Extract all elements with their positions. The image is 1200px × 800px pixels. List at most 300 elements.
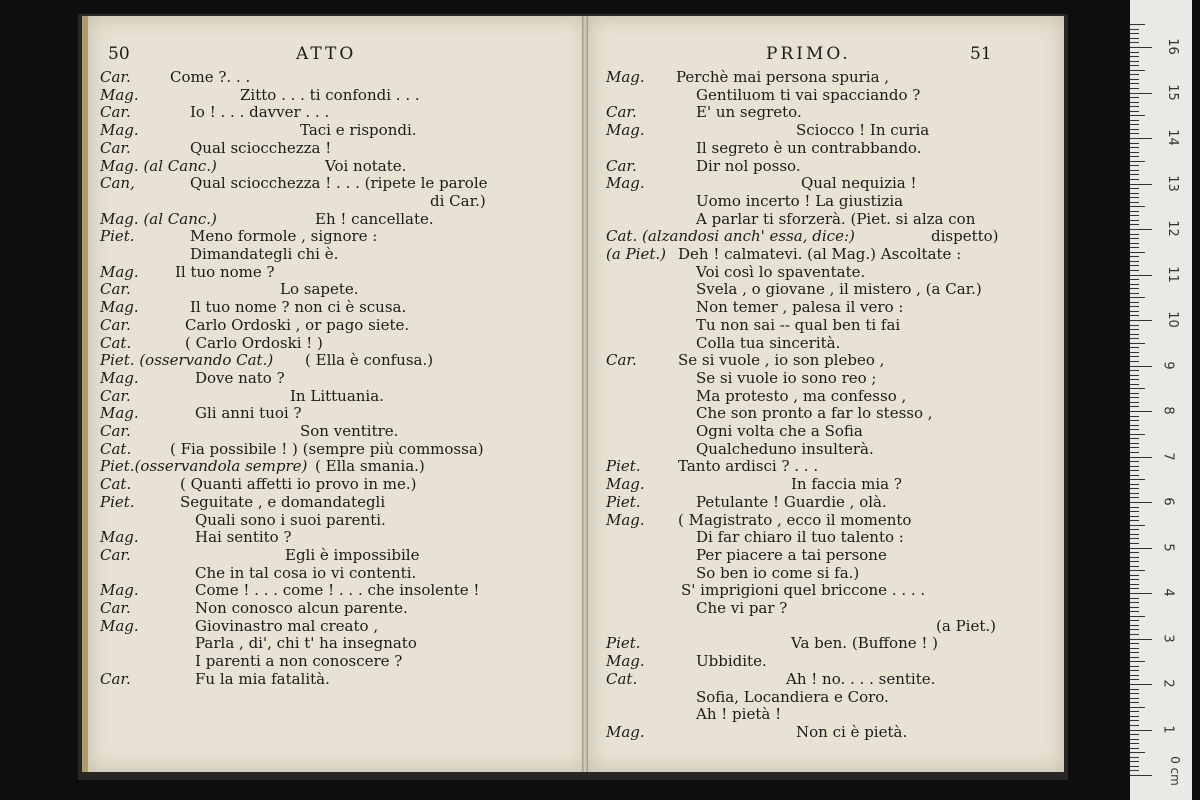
ruler-tick [1130, 306, 1139, 307]
ruler-tick [1130, 443, 1139, 444]
ruler-tick [1130, 488, 1139, 489]
dialogue-text: Eh ! cancellate. [315, 209, 434, 228]
ruler-tick [1130, 388, 1145, 389]
script-line [100, 316, 550, 334]
ruler-tick [1130, 138, 1152, 139]
script-line [606, 581, 1056, 599]
ruler-tick [1130, 261, 1139, 262]
speaker-label: Mag. (al Canc.) [100, 209, 217, 228]
script-line [606, 298, 1056, 316]
ruler-number: 3 [1160, 633, 1176, 643]
dialogue-text: Son ventitre. [300, 422, 399, 440]
ruler-tick [1130, 534, 1139, 535]
ruler-tick [1130, 643, 1139, 644]
ruler-tick [1130, 602, 1139, 603]
script-line [100, 351, 550, 369]
ruler-tick [1130, 124, 1139, 125]
ruler-tick [1130, 234, 1139, 235]
ruler-number: 15 [1164, 83, 1180, 101]
ruler-tick [1130, 115, 1145, 116]
ruler-tick [1130, 679, 1139, 680]
ruler-number: 1 [1160, 724, 1176, 734]
dialogue-text: Deh ! calmatevi. (al Mag.) Ascoltate : [678, 245, 962, 263]
speaker-label: Mag. [100, 121, 139, 140]
ruler-tick [1130, 425, 1139, 426]
speaker-label: Mag. [100, 368, 139, 387]
speaker-label: Mag. [100, 262, 139, 281]
script-line [100, 210, 550, 228]
dialogue-text: So ben io come si fa.) [696, 563, 860, 582]
dialogue-text: Colla tua sincerità. [696, 333, 841, 352]
ruler-tick [1130, 484, 1139, 485]
speaker-label: Mag. [606, 652, 645, 671]
speaker-label: Car. [606, 351, 637, 370]
dialogue-text: Egli è impossibile [285, 545, 420, 564]
ruler-tick [1130, 29, 1139, 30]
speaker-label: Mag. (al Canc.) [100, 156, 217, 175]
ruler-tick [1130, 74, 1139, 75]
dialogue-text: Io ! . . . davver . . . [190, 103, 330, 122]
dialogue-text: Hai sentito ? [195, 528, 292, 547]
ruler-tick [1130, 466, 1139, 467]
ruler-tick [1130, 188, 1139, 189]
speaker-label: (a Piet.) [606, 245, 666, 263]
dialogue-text: Che son pronto a far lo stesso , [696, 404, 933, 423]
script-line [606, 316, 1056, 334]
script-line [100, 546, 550, 564]
ruler-number: 16 [1164, 38, 1180, 55]
ruler-tick [1130, 143, 1139, 144]
ruler-tick [1130, 384, 1139, 385]
script-line [100, 599, 550, 617]
ruler-tick [1130, 470, 1139, 471]
ruler-tick [1130, 256, 1139, 257]
ruler-tick [1130, 106, 1139, 107]
dialogue-text: Petulante ! Guardie , olà. [696, 492, 887, 511]
speaker-label: Mag. [100, 616, 139, 635]
script-line [100, 280, 550, 298]
script-line [606, 564, 1056, 582]
script-line [100, 157, 550, 175]
ruler-tick [1130, 238, 1139, 239]
ruler-tick [1130, 343, 1145, 344]
dialogue-text: Giovinastro mal creato , [195, 616, 379, 635]
script-line [606, 475, 1056, 493]
ruler-tick [1130, 179, 1139, 180]
ruler-tick [1130, 607, 1139, 608]
script-line [606, 387, 1056, 405]
script-line [100, 174, 550, 192]
dialogue-text: Va ben. (Buffone ! ) [791, 634, 939, 653]
script-line [100, 263, 550, 281]
speaker-label: Cat. [606, 669, 638, 688]
ruler-tick [1130, 174, 1139, 175]
dialogue-text: di Car.) [430, 191, 486, 210]
dialogue-text: Voi notate. [325, 156, 407, 175]
speaker-label: Can, [100, 174, 135, 193]
speaker-label: Mag. [100, 298, 139, 317]
dialogue-text: Non ci è pietà. [796, 722, 908, 741]
ruler-number: 12 [1164, 220, 1180, 237]
ruler-tick [1130, 516, 1139, 517]
ruler-tick [1130, 302, 1139, 303]
speaker-label: Piet. [606, 634, 641, 653]
script-line [606, 369, 1056, 387]
ruler-tick [1130, 552, 1139, 553]
script-line [606, 139, 1056, 157]
script-line [606, 86, 1056, 104]
dialogue-text: Sciocco ! In curia [796, 121, 930, 140]
script-line [606, 103, 1056, 121]
dialogue-text: Che in tal cosa io vi contenti. [195, 563, 417, 582]
dialogue-text: Zitto . . . ti confondi . . . [240, 85, 420, 104]
ruler-tick [1130, 461, 1139, 462]
ruler-tick [1130, 520, 1139, 521]
ruler-tick [1130, 366, 1152, 367]
ruler-tick [1130, 579, 1139, 580]
ruler-number: 4 [1160, 588, 1176, 597]
script-line [606, 688, 1056, 706]
ruler-tick [1130, 402, 1139, 403]
ruler-tick [1130, 625, 1139, 626]
ruler-tick [1130, 748, 1139, 749]
ruler-tick [1130, 411, 1152, 412]
ruler-tick [1130, 397, 1139, 398]
speaker-label: Car. [100, 669, 131, 688]
ruler-tick [1130, 538, 1139, 539]
ruler-tick [1130, 588, 1139, 589]
ruler-tick [1130, 570, 1145, 571]
ruler-tick [1130, 716, 1139, 717]
speaker-label: Car. [100, 138, 131, 157]
ruler-number: 8 [1160, 406, 1176, 415]
ruler-tick [1130, 447, 1139, 448]
right-page-heading: PRIMO. [766, 44, 851, 64]
dialogue-text: ( Carlo Ordoski ! ) [185, 333, 323, 352]
ruler-tick [1130, 584, 1139, 585]
ruler-tick [1130, 693, 1139, 694]
ruler-tick [1130, 684, 1152, 685]
ruler-tick [1130, 452, 1139, 453]
ruler-tick [1130, 297, 1145, 298]
ruler-tick [1130, 229, 1152, 230]
ruler-tick [1130, 111, 1139, 112]
script-line [100, 369, 550, 387]
ruler-tick [1130, 757, 1139, 758]
ruler-tick [1130, 775, 1152, 776]
speaker-label: Piet. [100, 227, 135, 246]
speaker-label: Piet. [100, 492, 135, 511]
dialogue-text: A parlar ti sforzerà. (Piet. si alza con [696, 209, 976, 228]
ruler-tick [1130, 338, 1139, 339]
ruler-tick [1130, 652, 1139, 653]
ruler-tick [1130, 56, 1139, 57]
script-line [100, 440, 550, 458]
ruler-tick [1130, 379, 1139, 380]
ruler-tick [1130, 156, 1139, 157]
script-line [100, 581, 550, 599]
dialogue-text: Dove nato ? [195, 368, 285, 387]
script-line [100, 652, 550, 670]
speaker-label: Mag. [100, 404, 139, 423]
ruler-tick [1130, 502, 1152, 503]
dialogue-text: Seguitate , e domandategli [180, 492, 386, 511]
dialogue-text: Taci e rispondi. [300, 121, 417, 140]
ruler-tick [1130, 24, 1145, 25]
ruler-tick [1130, 525, 1145, 526]
ruler-tick [1130, 315, 1139, 316]
dialogue-text: Il tuo nome ? non ci è scusa. [190, 298, 407, 317]
ruler-tick [1130, 247, 1139, 248]
script-line [606, 670, 1056, 688]
script-line [606, 705, 1056, 723]
dialogue-text: ( Ella è confusa.) [305, 351, 434, 370]
ruler-tick [1130, 711, 1139, 712]
ruler-number: 9 [1160, 360, 1176, 370]
script-line [606, 227, 1056, 245]
script-line [100, 457, 550, 475]
ruler-tick [1130, 129, 1139, 130]
speaker-label: Car. [100, 103, 131, 122]
ruler-tick [1130, 666, 1139, 667]
script-line [606, 546, 1056, 564]
ruler-tick [1130, 79, 1139, 80]
ruler-tick [1130, 720, 1139, 721]
ruler-tick [1130, 561, 1139, 562]
ruler-tick [1130, 648, 1139, 649]
speaker-label: Mag. [606, 475, 645, 494]
ruler-tick [1130, 420, 1139, 421]
script-line [100, 564, 550, 582]
script-line [100, 475, 550, 493]
ruler-tick [1130, 611, 1139, 612]
ruler-tick [1130, 161, 1145, 162]
ruler-tick [1130, 265, 1139, 266]
script-line [606, 192, 1056, 210]
script-line [606, 511, 1056, 529]
ruler-tick [1130, 629, 1139, 630]
script-line [100, 227, 550, 245]
dialogue-text: Svela , o giovane , il mistero , (a Car.) [696, 280, 982, 299]
ruler-tick [1130, 752, 1145, 753]
ruler-tick [1130, 220, 1139, 221]
ruler-tick [1130, 479, 1145, 480]
dialogue-text: Parla , di', chi t' ha insegnato [195, 634, 417, 653]
ruler-tick [1130, 288, 1139, 289]
script-line [100, 617, 550, 635]
ruler-tick [1130, 88, 1139, 89]
ruler-tick [1130, 511, 1139, 512]
ruler-number: 6 [1160, 497, 1176, 506]
ruler-tick [1130, 152, 1139, 153]
ruler-tick [1130, 133, 1139, 134]
script-line [100, 528, 550, 546]
speaker-label: Car. [100, 280, 131, 299]
dialogue-text: dispetto) [931, 227, 999, 246]
dialogue-text: Non conosco alcun parente. [195, 599, 408, 617]
dialogue-text: Tanto ardisci ? . . . [678, 457, 819, 476]
ruler-tick [1130, 361, 1139, 362]
speaker-label: Mag. [100, 581, 139, 600]
left-page-number: 50 [108, 44, 130, 64]
speaker-label: Cat. (alzandosi anch' essa, dice:) [606, 227, 855, 246]
script-line [100, 86, 550, 104]
ruler-tick [1130, 707, 1145, 708]
script-line [606, 157, 1056, 175]
dialogue-text: Ma protesto , ma confesso , [696, 386, 907, 405]
right-page-number: 51 [970, 44, 992, 64]
ruler-tick [1130, 634, 1139, 635]
left-page-heading: ATTO [296, 44, 357, 64]
ruler-tick [1130, 93, 1152, 94]
speaker-label: Car. [100, 68, 131, 86]
script-line [606, 245, 1056, 263]
speaker-label: Mag. [100, 528, 139, 547]
dialogue-text: Ah ! no. . . . sentite. [786, 669, 936, 688]
ruler-number: 13 [1164, 174, 1180, 192]
ruler-tick [1130, 616, 1145, 617]
measuring-ruler [1130, 0, 1192, 800]
dialogue-text: Per piacere a tai persone [696, 545, 887, 564]
script-line [606, 68, 1056, 86]
script-line [606, 457, 1056, 475]
script-line [606, 440, 1056, 458]
ruler-tick [1130, 620, 1139, 621]
ruler-tick [1130, 275, 1152, 276]
dialogue-text: Qualcheduno insulterà. [696, 439, 874, 458]
ruler-tick [1130, 38, 1139, 39]
dialogue-text: Sofia, Locandiera e Coro. [696, 687, 889, 706]
script-line [100, 298, 550, 316]
ruler-tick [1130, 416, 1139, 417]
speaker-label: Mag. [606, 174, 645, 193]
ruler-tick [1130, 202, 1139, 203]
ruler-tick [1130, 475, 1139, 476]
dialogue-text: Gentiluom ti vai spacciando ? [696, 85, 921, 104]
dialogue-text: E' un segreto. [696, 103, 802, 122]
dialogue-text: Gli anni tuoi ? [195, 404, 302, 423]
ruler-tick [1130, 320, 1152, 321]
ruler-tick [1130, 120, 1139, 121]
speaker-label: Car. [606, 103, 637, 122]
speaker-label: Mag. [606, 121, 645, 140]
ruler-tick [1130, 725, 1139, 726]
script-line [606, 210, 1056, 228]
ruler-tick [1130, 284, 1139, 285]
speaker-label: Mag. [606, 510, 645, 529]
ruler-tick [1130, 657, 1139, 658]
ruler-tick [1130, 47, 1152, 48]
script-line [100, 387, 550, 405]
ruler-tick [1130, 42, 1139, 43]
ruler-tick [1130, 598, 1139, 599]
ruler-tick [1130, 406, 1139, 407]
script-line [606, 422, 1056, 440]
script-line [100, 634, 550, 652]
ruler-tick [1130, 293, 1139, 294]
ruler-tick [1130, 33, 1139, 34]
ruler-tick [1130, 370, 1139, 371]
speaker-label: Car. [100, 315, 131, 334]
ruler-tick [1130, 252, 1145, 253]
speaker-label: Mag. [606, 722, 645, 741]
speaker-label: Mag. [606, 68, 645, 86]
dialogue-text: Dir nol posso. [696, 156, 801, 175]
ruler-tick [1130, 566, 1139, 567]
script-line [100, 334, 550, 352]
dialogue-text: Tu non sai -- qual ben ti fai [696, 315, 901, 334]
ruler-tick [1130, 743, 1139, 744]
ruler-tick [1130, 165, 1139, 166]
ruler-tick [1130, 493, 1139, 494]
ruler-tick [1130, 507, 1139, 508]
script-line [606, 634, 1056, 652]
dialogue-text: Ubbidite. [696, 652, 767, 671]
dialogue-text: Carlo Ordoski , or pago siete. [185, 315, 410, 334]
script-line [100, 511, 550, 529]
script-line [606, 652, 1056, 670]
ruler-number: 2 [1160, 679, 1176, 688]
dialogue-text: Non temer , palesa il vero : [696, 298, 904, 317]
speaker-label: Car. [100, 386, 131, 405]
ruler-tick [1130, 375, 1139, 376]
ruler-tick [1130, 61, 1139, 62]
ruler-tick [1130, 52, 1139, 53]
script-line [100, 121, 550, 139]
ruler-tick [1130, 347, 1139, 348]
ruler-tick [1130, 689, 1139, 690]
ruler-tick [1130, 497, 1139, 498]
dialogue-text: Ogni volta che a Sofia [696, 422, 863, 440]
dialogue-text: Ah ! pietà ! [696, 705, 782, 724]
ruler-tick [1130, 543, 1139, 544]
ruler-tick [1130, 675, 1139, 676]
ruler-tick [1130, 548, 1152, 549]
dialogue-text: Qual sciocchezza ! . . . (ripete le parole [190, 174, 488, 193]
ruler-tick [1130, 325, 1139, 326]
dialogue-text: Se si vuole , io son plebeo , [678, 351, 885, 370]
script-line [100, 103, 550, 121]
dialogue-text: ( Magistrato , ecco il momento [678, 510, 912, 529]
ruler-tick [1130, 270, 1139, 271]
speaker-label: Car. [100, 422, 131, 440]
dialogue-text: Voi così lo spaventate. [696, 262, 866, 281]
ruler-tick [1130, 702, 1139, 703]
speaker-label: Car. [100, 599, 131, 617]
ruler-tick [1130, 215, 1139, 216]
dialogue-text: ( Ella smania.) [315, 457, 425, 476]
ruler-tick [1130, 393, 1139, 394]
script-line [100, 404, 550, 422]
ruler-tick [1130, 734, 1139, 735]
ruler-tick [1130, 329, 1139, 330]
ruler-tick [1130, 639, 1152, 640]
ruler-tick [1130, 193, 1139, 194]
ruler-tick [1130, 739, 1139, 740]
ruler-unit: 0 cm [1167, 756, 1182, 786]
dialogue-text: Qual sciocchezza ! [190, 138, 332, 157]
dialogue-text: Uomo incerto ! La giustizia [696, 191, 904, 210]
script-line [100, 139, 550, 157]
dialogue-text: Il segreto è un contrabbando. [696, 138, 922, 157]
ruler-tick [1130, 243, 1139, 244]
speaker-label: Mag. [100, 85, 139, 104]
ruler-tick [1130, 661, 1145, 662]
ruler-tick [1130, 97, 1139, 98]
dialogue-text: In faccia mia ? [791, 475, 902, 494]
left-page [82, 16, 588, 772]
script-line [606, 723, 1056, 741]
